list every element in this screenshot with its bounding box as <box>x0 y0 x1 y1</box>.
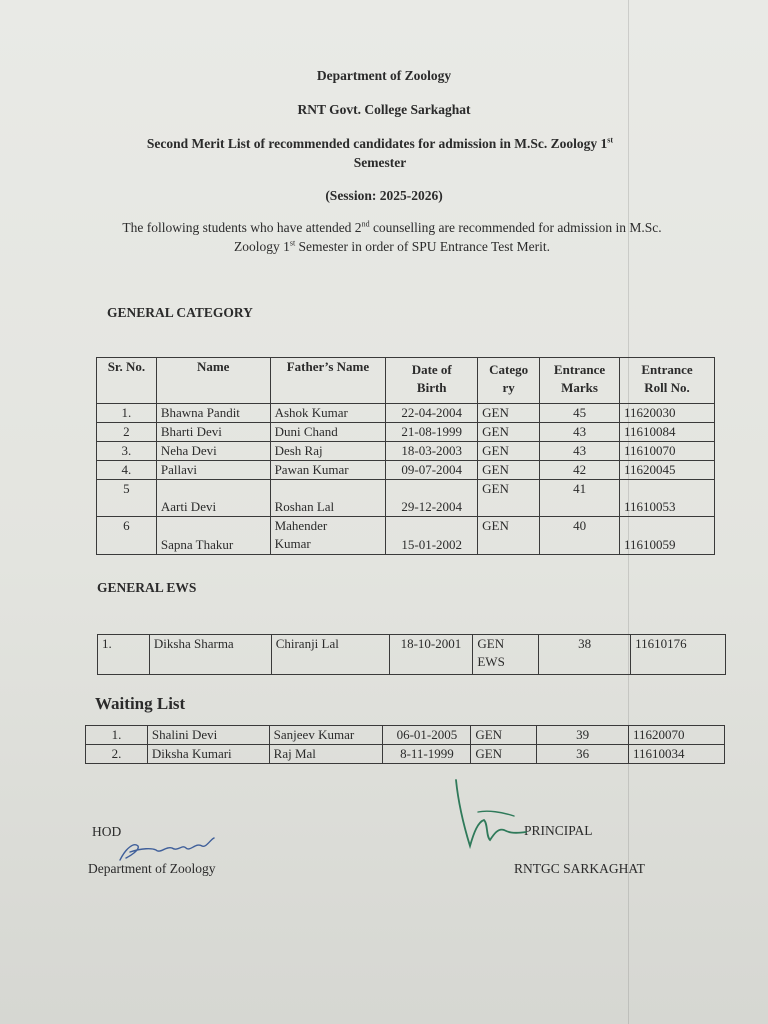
principal-label: PRINCIPAL <box>524 823 593 838</box>
category-cell: GEN <box>478 517 540 555</box>
table-row <box>86 745 725 764</box>
name-cell: Bharti Devi <box>156 423 270 442</box>
marks-cell: 40 <box>540 517 620 555</box>
hod-department-label: Department of Zoology <box>88 861 216 876</box>
dob-cell: 18-03-2003 <box>386 442 478 461</box>
roll-no-cell: 11620045 <box>620 461 715 480</box>
dob-cell: 29-12-2004 <box>386 480 478 517</box>
marks-cell: 43 <box>540 442 620 461</box>
marks-cell: 41 <box>540 480 620 517</box>
name-cell: Sapna Thakur <box>156 517 270 555</box>
column-header: Catego ry <box>478 358 540 404</box>
category-cell <box>473 635 539 675</box>
general-category-table <box>96 357 715 555</box>
category-cell: GEN <box>471 726 537 745</box>
sr-no-cell: 5 <box>97 480 157 517</box>
column-header: Sr. No. <box>97 358 157 404</box>
general-category-heading: GENERAL CATEGORY <box>107 305 253 320</box>
merit-list-title: Second Merit List of recommended candidates for admission in M.Sc. Zoology 1st Semester <box>146 135 614 170</box>
name-cell: Diksha Sharma <box>149 635 271 675</box>
table-row <box>98 635 726 675</box>
table-row <box>97 442 715 461</box>
table-row <box>97 404 715 423</box>
column-header: Entrance Marks <box>540 358 620 404</box>
category-cell: GEN <box>478 442 540 461</box>
father-name-line: Mahender <box>274 518 328 533</box>
father-name-cell: Raj Mal <box>269 745 383 764</box>
sr-no-cell: 1. <box>86 726 148 745</box>
marks-cell: 39 <box>537 726 629 745</box>
table-row <box>97 480 715 517</box>
general-ews-heading: GENERAL EWS <box>97 580 197 595</box>
roll-no-cell: 11610034 <box>629 745 725 764</box>
principal-college-label: RNTGC SARKAGHAT <box>514 861 645 876</box>
roll-no-cell: 11610053 <box>620 480 715 517</box>
marks-cell: 36 <box>537 745 629 764</box>
roll-no-cell: 11610059 <box>620 517 715 555</box>
column-header: Entrance Roll No. <box>620 358 715 404</box>
department-heading: Department of Zoology <box>316 68 452 83</box>
name-cell: Neha Devi <box>156 442 270 461</box>
column-header: Date of Birth <box>386 358 478 404</box>
roll-no-cell: 11610084 <box>620 423 715 442</box>
father-name-cell: Sanjeev Kumar <box>269 726 383 745</box>
dob-cell: 8-11-1999 <box>383 745 471 764</box>
general-ews-table <box>97 634 726 675</box>
father-name-cell: Chiranji Lal <box>271 635 389 675</box>
father-name-cell: Ashok Kumar <box>270 404 386 423</box>
category-cell: GEN <box>478 461 540 480</box>
sr-no-cell: 2 <box>97 423 157 442</box>
table-row <box>97 423 715 442</box>
category-line: GEN <box>477 636 505 651</box>
table-row <box>97 461 715 480</box>
marks-cell: 42 <box>540 461 620 480</box>
father-name-cell: Desh Raj <box>270 442 386 461</box>
sr-no-cell: 2. <box>86 745 148 764</box>
dob-cell: 21-08-1999 <box>386 423 478 442</box>
father-name-cell: Roshan Lal <box>270 480 386 517</box>
category-line: EWS <box>477 654 505 669</box>
name-cell: Bhawna Pandit <box>156 404 270 423</box>
sr-no-cell: 1. <box>97 404 157 423</box>
table-header-row <box>97 358 715 404</box>
category-cell: GEN <box>471 745 537 764</box>
dob-cell: 09-07-2004 <box>386 461 478 480</box>
roll-no-cell: 11610070 <box>620 442 715 461</box>
dob-cell: 06-01-2005 <box>383 726 471 745</box>
dob-cell: 18-10-2001 <box>389 635 473 675</box>
category-cell: GEN <box>478 423 540 442</box>
sr-no-cell: 4. <box>97 461 157 480</box>
roll-no-cell: 11620030 <box>620 404 715 423</box>
roll-no-cell: 11610176 <box>631 635 726 675</box>
column-header: Name <box>156 358 270 404</box>
name-cell: Pallavi <box>156 461 270 480</box>
waiting-list-table <box>85 725 725 764</box>
hod-label: HOD <box>92 824 122 839</box>
father-name-line: Kumar <box>274 536 311 551</box>
father-name-cell: Duni Chand <box>270 423 386 442</box>
category-cell: GEN <box>478 480 540 517</box>
marks-cell: 45 <box>540 404 620 423</box>
intro-paragraph: The following students who have attended 2nd counselling are recommended for admission in M.Sc. Zoology 1st Semester in order of SPU Entrance Test Merit. <box>122 219 662 254</box>
father-name-cell: Pawan Kumar <box>270 461 386 480</box>
sr-no-cell: 3. <box>97 442 157 461</box>
table-row <box>97 517 715 555</box>
marks-cell: 43 <box>540 423 620 442</box>
session-heading: (Session: 2025-2026) <box>325 188 443 203</box>
table-row <box>86 726 725 745</box>
name-cell: Shalini Devi <box>147 726 269 745</box>
dob-cell: 22-04-2004 <box>386 404 478 423</box>
marks-cell: 38 <box>539 635 631 675</box>
name-cell: Aarti Devi <box>156 480 270 517</box>
hod-signature <box>112 826 222 870</box>
principal-signature <box>448 776 538 856</box>
name-cell: Diksha Kumari <box>147 745 269 764</box>
waiting-list-heading: Waiting List <box>95 694 186 713</box>
sr-no-cell: 6 <box>97 517 157 555</box>
category-cell: GEN <box>478 404 540 423</box>
college-heading: RNT Govt. College Sarkaghat <box>297 102 471 117</box>
father-name-cell <box>270 517 386 555</box>
roll-no-cell: 11620070 <box>629 726 725 745</box>
sr-no-cell: 1. <box>98 635 150 675</box>
column-header: Father’s Name <box>270 358 386 404</box>
dob-cell: 15-01-2002 <box>386 517 478 555</box>
